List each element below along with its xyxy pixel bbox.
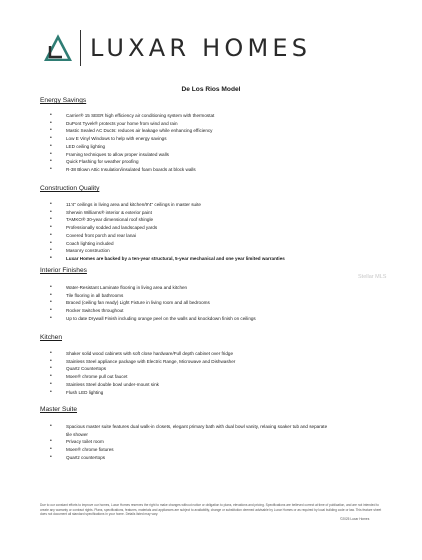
model-title: De Los Rios Model: [181, 86, 241, 93]
list-item: • Tile flooring in all bathrooms: [50, 292, 390, 300]
list-item: • Privacy toilet room: [50, 438, 330, 446]
logo-divider: [80, 30, 81, 66]
list-item: • Masonry construction: [50, 247, 390, 255]
disclaimer-text: Due to our constant efforts to improve our homes, Luxar Homes reserves the right to make changes without notice or obligation to plans, elevations and pricing. Specifications are believed correct at time of publication, and are not intended to create any warranty or contract rights. Plans, specifications, features, materials and appliances are subject to availability, change or substitution deemed advisable by Luxar Homes or as required by local building code or law. This feature sheet does not document all standard specifications in your home. Details listed may vary.: [40, 503, 382, 517]
list-item: • Moen® chrome pull out faucet: [50, 373, 390, 381]
luxar-homes-logo: [44, 30, 384, 68]
luxar-l-triangle-logo-icon: [44, 33, 72, 61]
copyright-year-owner: 2025 Luxar Homes: [342, 517, 370, 521]
list-item: • Framing techniques to allow proper insulated walls: [50, 151, 390, 159]
list-item: • Professionally sodded and landscaped yards: [50, 224, 390, 232]
interior-finishes-list: [50, 284, 390, 323]
list-item: • Quartz Countertops: [50, 365, 390, 373]
section-title-master-suite: Master Suite: [40, 406, 78, 413]
kitchen-list: [50, 350, 390, 396]
copyright-text: ©2025 Luxar Homes: [340, 517, 370, 521]
watermark: Stellar MLS: [358, 274, 387, 280]
list-item: • Stainless Steel double bowl under-mount sink: [50, 381, 390, 389]
list-item: • 11'4" ceilings in living area and kitchen/9'4" ceilings in master suite: [50, 201, 390, 209]
list-item: • Braced (ceiling fan ready) Light Fixture in living room and all bedrooms: [50, 299, 390, 307]
list-item: • Up to date Drywall Finish including orange peel on the walls and knockdown finish on ceilings: [50, 315, 390, 323]
energy-savings-list: [50, 112, 390, 174]
list-item: • Water-Resistant Laminate flooring in living area and kitchen: [50, 284, 390, 292]
list-item: • TAMKO® 30-year dimensional roof shingle: [50, 216, 390, 224]
master-suite-list: [50, 423, 330, 462]
section-title-energy-savings: Energy Savings: [40, 97, 87, 104]
list-item: • Sherwin Williams® interior & exterior paint: [50, 209, 390, 217]
list-item: • Mastic Sealed AC Ducts: reduces air leakage while enhancing efficiency: [50, 127, 390, 135]
list-item: • Shaker solid wood cabinets with soft close hardware/Full depth cabinet over fridge: [50, 350, 390, 358]
list-item: • Quick Flashing for weather proofing: [50, 158, 390, 166]
list-item: • Carrier® 15 SEER high efficiency air conditioning system with thermostat: [50, 112, 390, 120]
warranty-item: • Luxar Homes are backed by a ten-year structural, 5-year mechanical and one year limited warranties: [50, 255, 390, 263]
list-item: • LED ceiling lighting: [50, 143, 390, 151]
section-title-kitchen: Kitchen: [40, 334, 62, 341]
section-title-interior-finishes: Interior Finishes: [40, 267, 87, 274]
list-item: • Rocker Switches throughout: [50, 307, 390, 315]
list-item: • Flush LED lighting: [50, 389, 390, 397]
construction-quality-list: [50, 201, 390, 263]
section-title-construction-quality: Construction Quality: [40, 185, 100, 192]
list-item: • Moen® chrome fixtures: [50, 446, 330, 454]
list-item: • DuPont Tyvek® protects your home from wind and rain: [50, 120, 390, 128]
list-item: • R-38 Blown Attic Insulation/insulated foam boards at block walls: [50, 166, 390, 174]
list-item: • Spacious master suite features dual walk-in closets, elegant primary bath with dual bowl vanity, relaxing soaker tub and separate tile shower: [50, 423, 330, 438]
list-item: • Low E Vinyl Windows to help with energy savings: [50, 135, 390, 143]
brand-name: LUXAR HOMES: [90, 34, 312, 62]
list-item: • Covered front porch and rear lanai: [50, 232, 390, 240]
list-item: • Stainless Steel appliance package with Electric Range, Microwave and Dishwasher: [50, 358, 390, 366]
list-item: • Coach lighting included: [50, 240, 390, 248]
list-item: • Quartz countertops: [50, 454, 330, 462]
